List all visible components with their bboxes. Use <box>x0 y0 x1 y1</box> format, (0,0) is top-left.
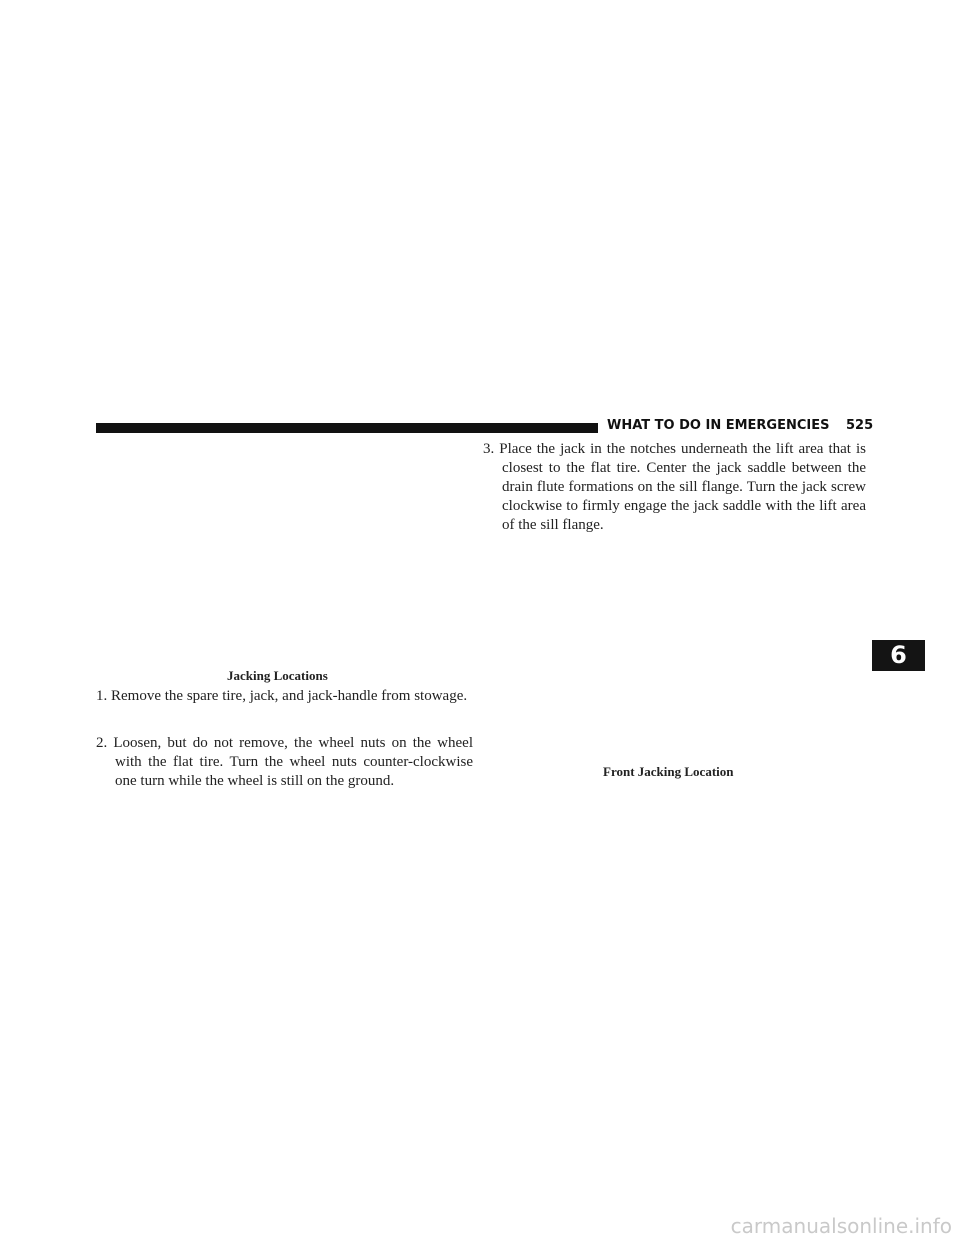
step-2: 2. Loosen, but do not remove, the wheel nuts on the wheel with the flat tire. Turn the wheel nuts counter-clockwise one turn while the wheel is still on the ground. <box>96 735 473 789</box>
page-number: 525 <box>846 418 874 433</box>
step-3: 3. Place the jack in the notches underneath the lift area that is closest to the flat tire. Center the jack saddle between the drain flute formations on the sill flange. Turn the jack screw clockwise to firmly engage the jack saddle with the lift area of the sill flange. <box>483 441 866 533</box>
header-rule <box>96 423 598 433</box>
figure-caption-front-jacking-location: Front Jacking Location <box>603 764 734 779</box>
step-1: 1. Remove the spare tire, jack, and jack-handle from stowage. <box>96 688 468 704</box>
watermark-text: carmanualsonline.info <box>730 1214 952 1238</box>
section-title: WHAT TO DO IN EMERGENCIES <box>607 418 830 433</box>
chapter-tab: 6 <box>872 640 925 671</box>
running-header <box>607 418 874 433</box>
figure-caption-jacking-locations: Jacking Locations <box>227 668 328 683</box>
